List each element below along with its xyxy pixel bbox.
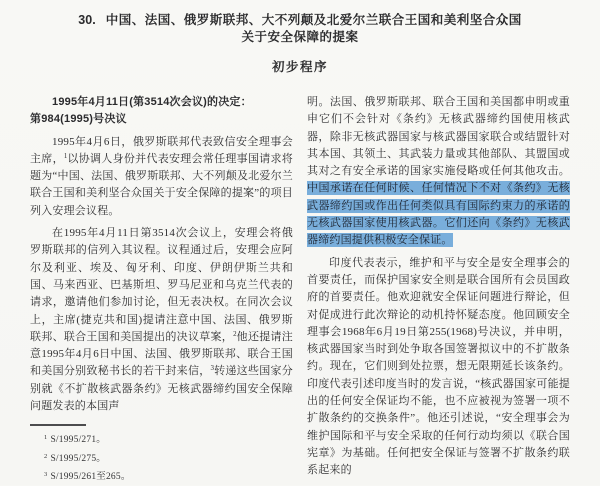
para2-seg3: 转递这些国家分别就《不扩散核武器条约》无核武器缔约国安全保障问题发表的本国声 [30,365,293,413]
document-title-text: 中国、法国、俄罗斯联邦、大不列颠及北爱尔兰联合王国和美利坚合众国 [105,13,522,27]
decision-heading [30,94,293,129]
paragraph-meeting-3514 [30,225,293,415]
para1-seg2: 以协调人身份并代表安理会常任理事国请求将题为“中国、法国、俄罗斯联邦、大不列颠及北爱尔兰联合王国和美利坚合众国关于安全保障的提案”的项目列入安理会议程。 [30,152,294,217]
para2-seg2: 他还提请注意1995年4月6日中国、法国、俄罗斯联邦、联合王国和美国分别致秘书长的若干封来信， [30,330,294,378]
document-title-line1 [0,12,600,29]
footnote-text: S/1995/271。 [50,435,106,446]
footnote-ref-3: 3 [210,364,215,373]
footnote-number: 3 [44,471,48,479]
footnote-separator [30,424,86,426]
footnote-item [30,467,293,486]
highlighted-passage: 中国承诺在任何时候、任何情况下不对《条约》无核武器缔约国或作出任何类似具有国际约束力的承诺的无核武器国家使用核武器。它们还向《条约》无核武器缔约国提供积极安全保证。 [307,182,570,247]
footnote-text: S/1995/261至265。 [50,472,131,483]
para1-seg1: 1995年4月6日，俄罗斯联邦代表致信安全理事会主席， [30,135,293,165]
document-header [0,12,600,46]
paragraph-letter-request [30,134,293,220]
para2-seg1: 在1995年4月11日第3514次会议上，安理会将俄罗斯联邦的信列入其议程。议程通过后，安理会应阿尔及利亚、埃及、匈牙利、印度、伊朗伊斯兰共和国、马来西亚、巴基斯坦、罗马尼亚和乌克兰代表的请求，邀请他们参加讨论，但无表决权。在同次会议上，主席(捷克共和国)提请注意中国、法国、俄罗斯联邦、联合王国和美国提出的决议草案， [30,227,293,343]
footnote-number: 1 [44,434,48,442]
two-column-body [0,94,600,486]
document-title-line2: 关于安全保障的提案 [241,30,359,44]
item-number: 30. [78,13,96,27]
paragraph-india-statement: 印度代表表示，维护和平与安全是安全理事会的首要责任，而保护国家安全则是联合国所有会员国政府的首要责任。他欢迎就安全保证问题进行辩论，但对促成进行此次辩论的动机持怀疑态度。他回顾安全理事会1968年6月19日第255(1968)号决议，并申明，核武器国家当时到处争取各国签署拟议中的不扩散条约。现在，它们则到处拉票，想无限期延长该条约。印度代表引述印度当时的发言说，“核武器国家可能提出的任何安全保证均不能，也不应被视为签署一项不扩散条约的交换条件”。他还引述说，“安全理事会为维护国际和平与安全采取的任何行动均须以《联合国宪章》为基础。任何把安全保证与签署不扩散条约联系起来的 [307,256,570,477]
footnote-text: S/1995/275。 [50,453,106,464]
decision-heading-date: 1995年4月11日(第3514次会议)的决定： [52,96,252,108]
right-column [307,94,570,486]
section-subtitle: 初步程序 [271,60,328,74]
decision-heading-resolution: 第984(1995)号决议 [30,113,127,126]
footnote-number: 2 [44,452,48,460]
left-column [30,94,293,486]
footnote-item [30,449,293,468]
rc-para1-seg1: 明。法国、俄罗斯联邦、联合王国和美国都申明或重申它们不会针对《条约》无核武器缔约国使用核武器，除非无核武器国家与核武器国家联合或结盟针对其本国、其领土、其武装力量或其他部队、其盟国或其对之有安全承诺的国家实施侵略或任何其他攻击。 [307,96,570,178]
footnote-ref-2: 2 [233,329,237,338]
footnote-ref-1: 1 [63,151,68,160]
paragraph-statements-continued [307,94,570,250]
footnotes-block [30,424,293,486]
footnote-item [30,430,293,449]
